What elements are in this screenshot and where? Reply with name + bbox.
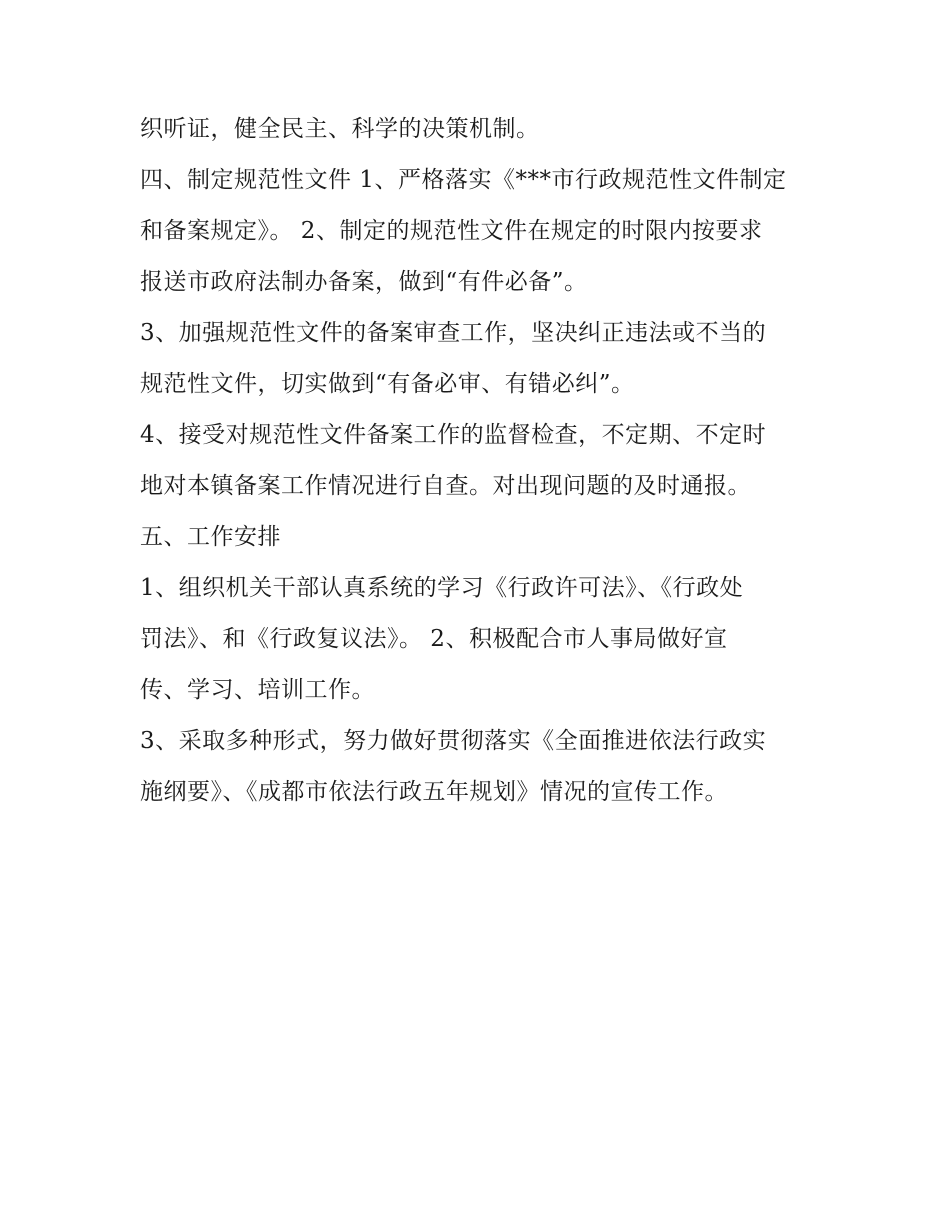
text-line: 规范性文件，切实做到“有备必审、有错必纠”。	[140, 371, 635, 397]
text-line: 4、接受对规范性文件备案工作的监督检查，不定期、不定时	[140, 422, 767, 448]
section-heading-four: 四、制定规范性文件 1、严格落实《***市行政规范性文件制定	[140, 167, 787, 193]
text-line: 3、加强规范性文件的备案审查工作，坚决纠正违法或不当的	[140, 320, 767, 346]
text-line: 地对本镇备案工作情况进行自查。对出现问题的及时通报。	[140, 473, 751, 499]
text-line: 罚法》、和《行政复议法》。 2、积极配合市人事局做好宣	[140, 626, 728, 652]
text-line: 和备案规定》。 2、制定的规范性文件在规定的时限内按要求	[140, 218, 763, 244]
text-line: 3、采取多种形式，努力做好贯彻落实《全面推进依法行政实	[140, 728, 767, 754]
text-line: 1、组织机关干部认真系统的学习《行政许可法》、《行政处	[140, 575, 744, 601]
text-line: 施纲要》、《成都市依法行政五年规划》情况的宣传工作。	[140, 779, 728, 805]
section-heading-five: 五、工作安排	[140, 524, 281, 550]
document-body	[140, 104, 820, 818]
text-line: 报送市政府法制办备案，做到“有件必备”。	[140, 269, 588, 295]
text-line: 织听证，健全民主、科学的决策机制。	[140, 116, 540, 142]
text-line: 传、学习、培训工作。	[140, 677, 375, 703]
